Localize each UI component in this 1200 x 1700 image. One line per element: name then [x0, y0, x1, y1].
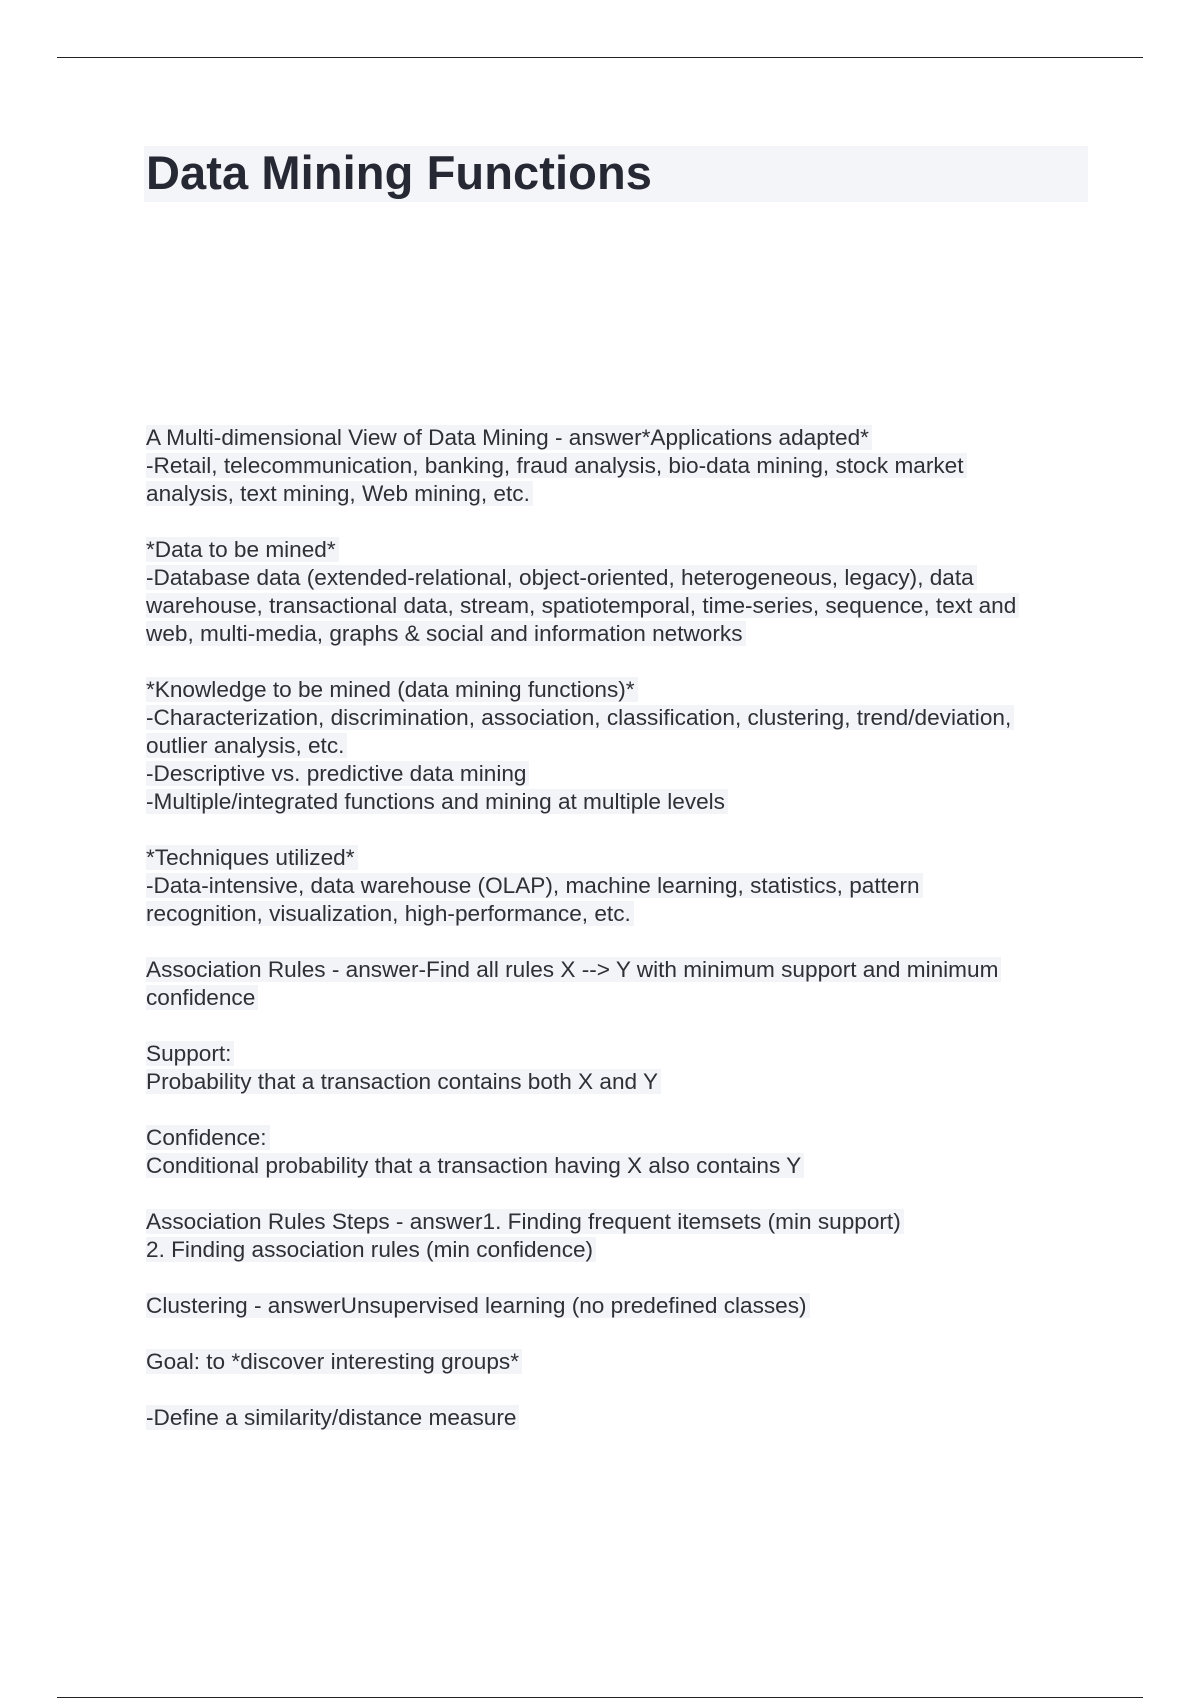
text-line: outlier analysis, etc. [146, 733, 347, 758]
document-title: Data Mining Functions [146, 146, 653, 199]
text-line: -Define a similarity/distance measure [146, 1405, 519, 1430]
text-line: confidence [146, 985, 258, 1010]
text-line: Probability that a transaction contains both X and Y [146, 1069, 661, 1094]
text-line: recognition, visualization, high-performance, etc. [146, 901, 634, 926]
text-line: warehouse, transactional data, stream, spatiotemporal, time-series, sequence, text and [146, 593, 1019, 618]
text-line: Clustering - answerUnsupervised learning (no predefined classes) [146, 1293, 810, 1318]
paragraph-clustering [146, 1292, 1086, 1320]
text-line: Conditional probability that a transaction having X also contains Y [146, 1153, 804, 1178]
paragraph-techniques-utilized [146, 844, 1086, 928]
text-line: -Retail, telecommunication, banking, fraud analysis, bio-data mining, stock market [146, 453, 967, 478]
header-rule [57, 57, 1143, 58]
paragraph-knowledge-to-be-mined [146, 676, 1086, 816]
text-line: -Multiple/integrated functions and mining at multiple levels [146, 789, 728, 814]
footer-rule [57, 1697, 1143, 1698]
text-line: web, multi-media, graphs & social and information networks [146, 621, 746, 646]
text-line: analysis, text mining, Web mining, etc. [146, 481, 533, 506]
text-line: Confidence: [146, 1125, 270, 1150]
paragraph-association-rules [146, 956, 1086, 1012]
text-line: *Data to be mined* [146, 537, 339, 562]
paragraph-goal [146, 1348, 1086, 1376]
text-line: Association Rules - answer-Find all rules X --> Y with minimum support and minimum [146, 957, 1001, 982]
paragraph-association-rules-steps [146, 1208, 1086, 1264]
text-line: *Knowledge to be mined (data mining functions)* [146, 677, 638, 702]
text-line: Goal: to *discover interesting groups* [146, 1349, 522, 1374]
text-line: -Descriptive vs. predictive data mining [146, 761, 529, 786]
paragraph-support [146, 1040, 1086, 1096]
document-body [146, 424, 1086, 1460]
text-line: -Characterization, discrimination, association, classification, clustering, trend/deviation, [146, 705, 1014, 730]
paragraph-confidence [146, 1124, 1086, 1180]
text-line: *Techniques utilized* [146, 845, 358, 870]
paragraph-similarity-measure [146, 1404, 1086, 1432]
paragraph-data-to-be-mined [146, 536, 1086, 648]
text-line: A Multi-dimensional View of Data Mining - answer*Applications adapted* [146, 425, 872, 450]
paragraph-multidimensional-view [146, 424, 1086, 508]
text-line: 2. Finding association rules (min confidence) [146, 1237, 596, 1262]
text-line: Support: [146, 1041, 234, 1066]
text-line: Association Rules Steps - answer1. Finding frequent itemsets (min support) [146, 1209, 904, 1234]
text-line: -Data-intensive, data warehouse (OLAP), machine learning, statistics, pattern [146, 873, 923, 898]
text-line: -Database data (extended-relational, object-oriented, heterogeneous, legacy), data [146, 565, 977, 590]
